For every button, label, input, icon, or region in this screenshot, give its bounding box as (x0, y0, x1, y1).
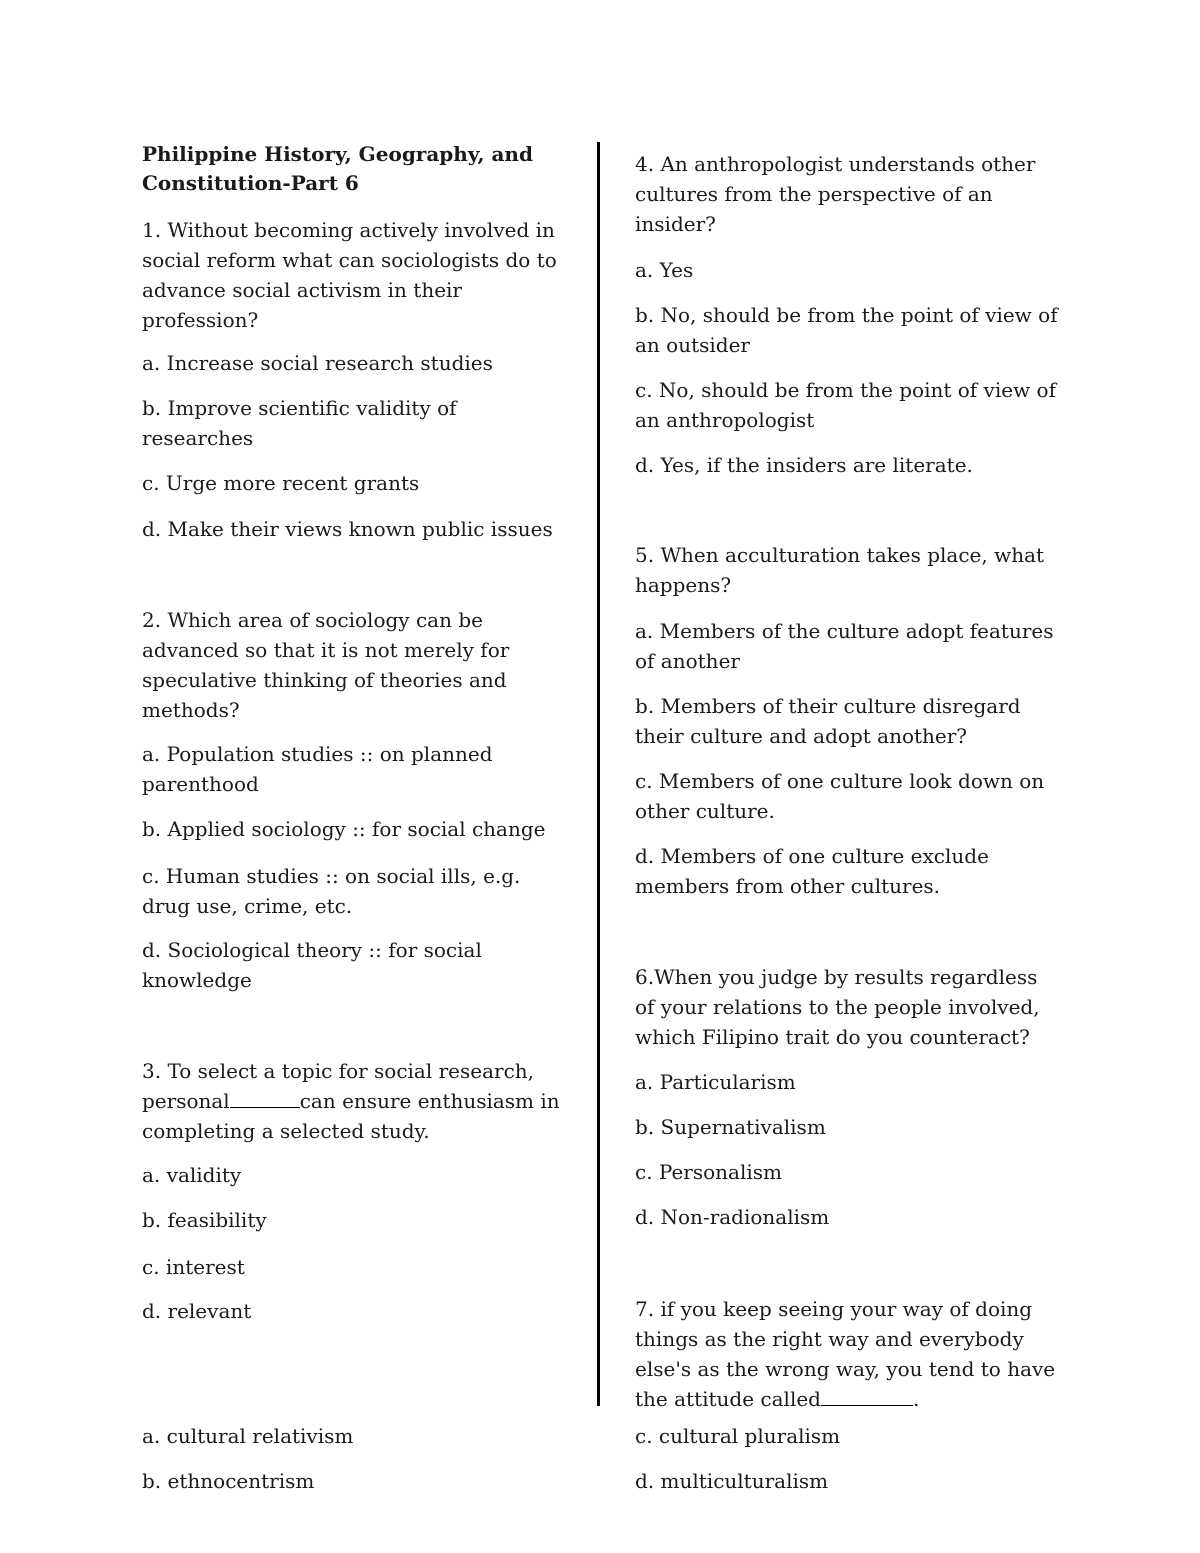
q6-option-d: d. Non-radionalism (635, 1205, 830, 1229)
q2-option-d: d. Sociological theory :: for social knowledge (142, 938, 482, 992)
q5-option-a: a. Members of the culture adopt features of another (635, 619, 1054, 673)
q2-option-b: b. Applied sociology :: for social change (142, 817, 546, 841)
q5-option-d: d. Members of one culture exclude members from other cultures. (635, 844, 989, 898)
q7-option-b: b. ethnocentrism (142, 1469, 315, 1493)
q6-option-c: c. Personalism (635, 1160, 783, 1184)
q5-option-c: c. Members of one culture look down on other culture. (635, 769, 1045, 823)
q3-option-d: d. relevant (142, 1299, 252, 1323)
q3-text-end: can ensure enthusiasm in completing a selected study. (142, 1089, 560, 1143)
question-5: 5. When acculturation takes place, what happens? (635, 543, 1045, 597)
q2-option-c: c. Human studies :: on social ills, e.g. drug use, crime, etc. (142, 864, 521, 918)
q7-text-end: . (912, 1387, 920, 1411)
q6-option-b: b. Supernativalism (635, 1115, 826, 1139)
column-divider (597, 142, 600, 1406)
q3-option-c: c. interest (142, 1255, 245, 1279)
q7-option-a: a. cultural relativism (142, 1424, 354, 1448)
q1-option-c: c. Urge more recent grants (142, 471, 420, 495)
question-2: 2. Which area of sociology can be advanced so that it is not merely for speculative thinking of theories and methods? (142, 608, 510, 722)
question-4: 4. An anthropologist understands other cultures from the perspective of an insider? (635, 152, 1036, 236)
q1-option-d: d. Make their views known public issues (142, 517, 553, 541)
answer-blank (821, 1385, 913, 1406)
q3-option-a: a. validity (142, 1163, 242, 1187)
q4-option-c: c. No, should be from the point of view of an anthropologist (635, 378, 1056, 432)
q3-text-start: 3. To select a topic for social research, personal (142, 1059, 535, 1113)
document-title: Philippine History, Geography, and Constitution-Part 6 (142, 142, 533, 195)
q1-option-b: b. Improve scientific validity of researches (142, 396, 457, 450)
q1-option-a: a. Increase social research studies (142, 351, 493, 375)
q3-option-b: b. feasibility (142, 1208, 267, 1232)
q4-option-d: d. Yes, if the insiders are literate. (635, 453, 973, 477)
question-7 (635, 1294, 1060, 1414)
q5-option-b: b. Members of their culture disregard their culture and adopt another? (635, 694, 1021, 748)
q7-text: 7. if you keep seeing your way of doing things as the right way and everybody else's as the wrong way, you tend to have the attitude called (635, 1297, 1056, 1411)
q7-option-c: c. cultural pluralism (635, 1424, 841, 1448)
q6-option-a: a. Particularism (635, 1070, 796, 1094)
question-6: 6.When you judge by results regardless of your relations to the people involved, which Filipino trait do you counteract? (635, 965, 1040, 1049)
q7-option-d: d. multiculturalism (635, 1469, 829, 1493)
question-3 (142, 1056, 567, 1146)
answer-blank (230, 1087, 300, 1108)
q2-option-a: a. Population studies :: on planned parenthood (142, 742, 493, 796)
question-1: 1. Without becoming actively involved in social reform what can sociologists do to advance social activism in their profession? (142, 218, 557, 332)
q4-option-b: b. No, should be from the point of view of an outsider (635, 303, 1058, 357)
q4-option-a: a. Yes (635, 258, 694, 282)
